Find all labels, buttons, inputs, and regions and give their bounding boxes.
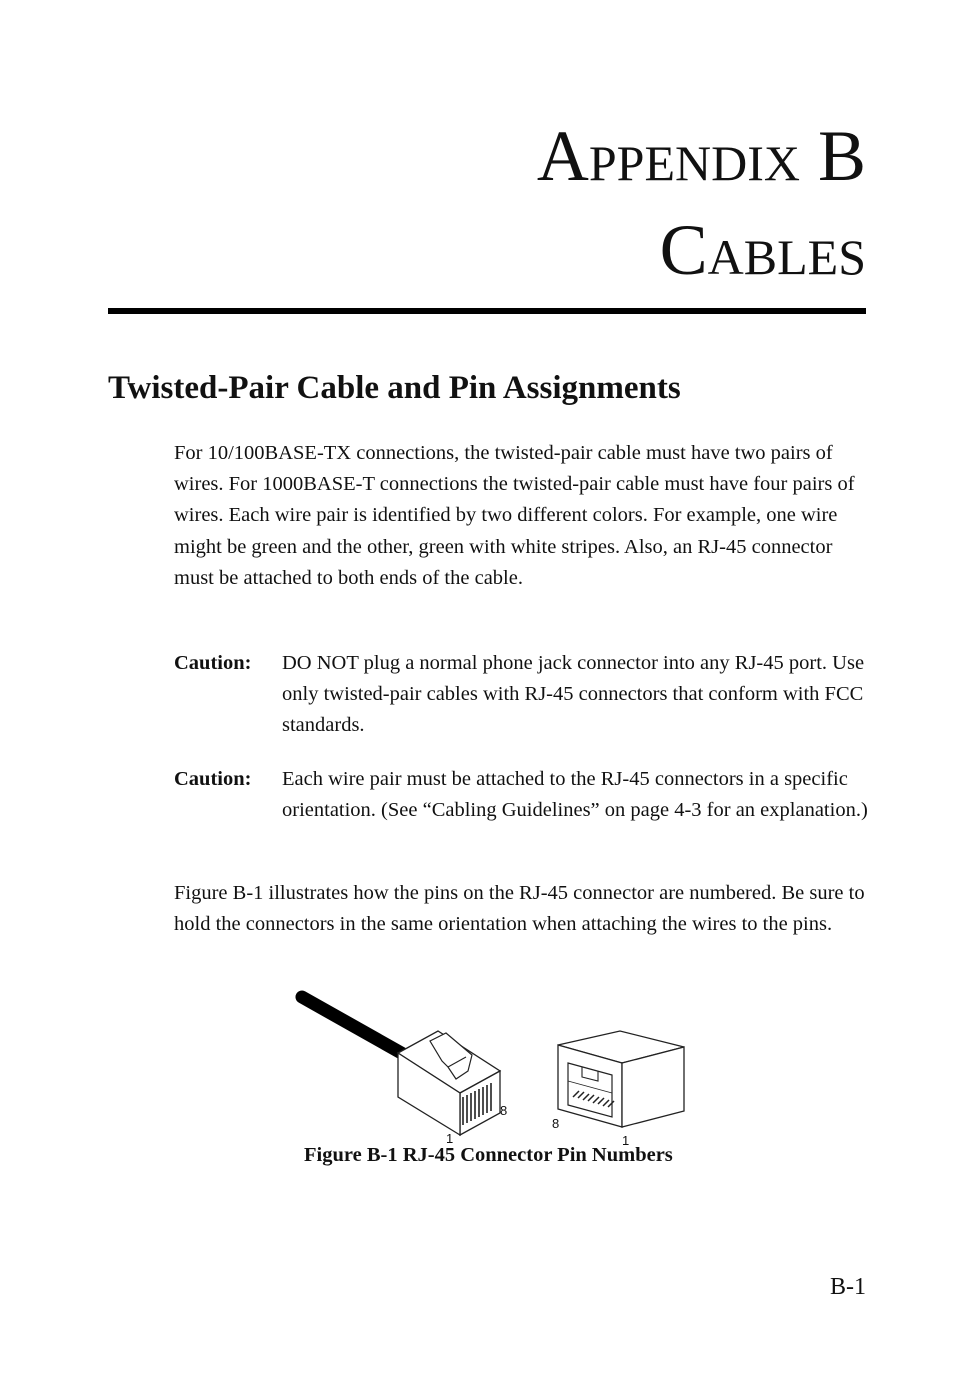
rj45-figure — [290, 985, 700, 1150]
caution-note-1 — [174, 648, 869, 742]
page-number: B-1 — [830, 1274, 866, 1300]
cable-line — [302, 997, 412, 1059]
caution-text: Each wire pair must be attached to the RJ-45 connectors in a specific orientation. (See “Cabling Guidelines” on page 4-3 for an explanation.) — [282, 768, 868, 822]
plug-pin-8-label: 8 — [500, 1103, 508, 1118]
figure-reference-paragraph: Figure B-1 illustrates how the pins on the RJ-45 connector are numbered. Be sure to hold the connectors in the same orientation when attaching the wires to the pins. — [174, 882, 865, 936]
caution-label: Caution: — [174, 768, 252, 790]
caution-text: DO NOT plug a normal phone jack connector into any RJ-45 port. Use only twisted-pair cables with RJ-45 connectors that conform with FCC standards. — [282, 652, 865, 737]
chapter-title: Cables — [659, 210, 866, 290]
caution-label: Caution: — [174, 652, 252, 674]
jack-pin-1-label: 1 — [622, 1133, 630, 1148]
figure-caption: Figure B-1 RJ-45 Connector Pin Numbers — [304, 1144, 673, 1166]
rj45-connector-illustration — [290, 985, 700, 1150]
plug-pin-1-label: 1 — [446, 1131, 454, 1146]
title-rule — [108, 308, 866, 314]
appendix-title: Appendix B — [536, 116, 866, 196]
jack-pin-8-label: 8 — [552, 1116, 560, 1131]
intro-paragraph: For 10/100BASE-TX connections, the twisted-pair cable must have two pairs of wires. For 1000BASE-T connections the twisted-pair cable must have four pairs of wires. Each wire pair is identified by two different colors. For example, one wire might be green and the other, green with white stripes. Also, an RJ-45 connector must be attached to both ends of the cable. — [174, 442, 855, 589]
caution-note-2 — [174, 764, 869, 826]
section-heading: Twisted-Pair Cable and Pin Assignments — [108, 370, 681, 406]
